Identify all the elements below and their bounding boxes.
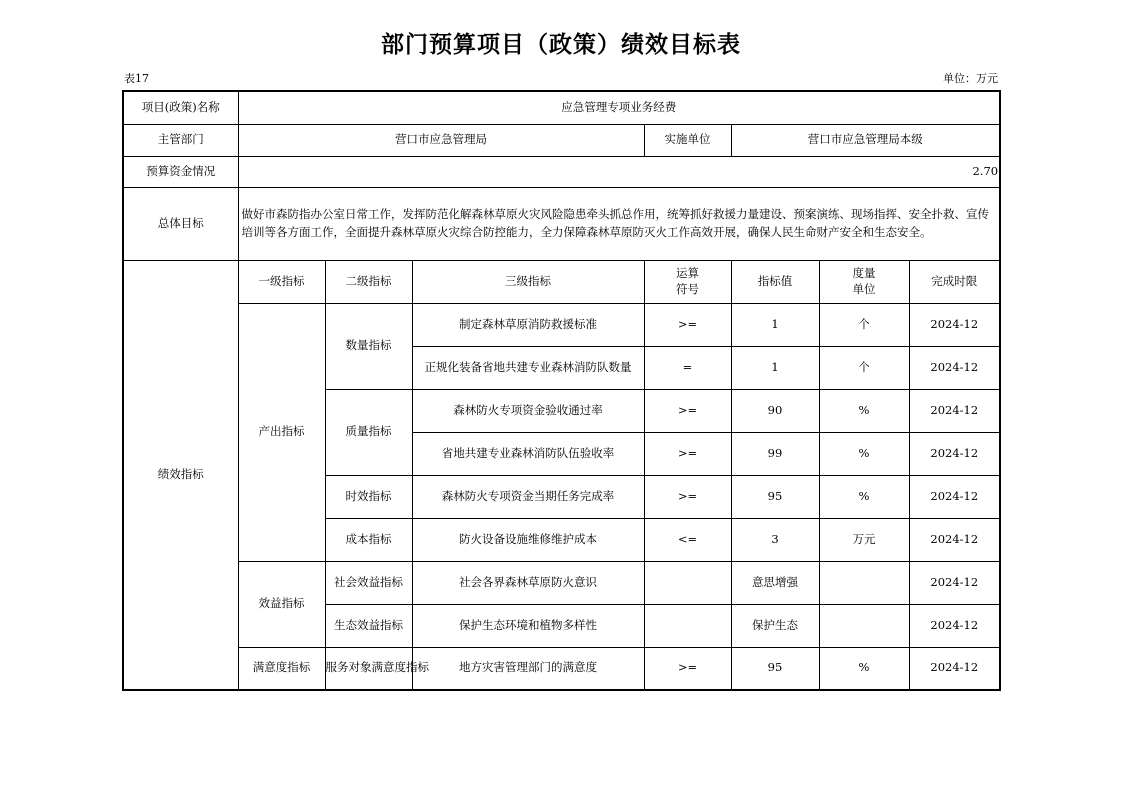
group-benefit: 效益指标: [238, 561, 325, 647]
indicator-value: 1: [731, 346, 819, 389]
header-row: [123, 260, 1000, 303]
indicator-operator: >=: [644, 432, 731, 475]
group-eco: 生态效益指标: [325, 604, 412, 647]
perf-label: 绩效指标: [123, 260, 238, 690]
indicator-unit: %: [819, 647, 909, 690]
indicator-name: 社会各界森林草原防火意识: [412, 561, 644, 604]
performance-table: [122, 90, 1001, 691]
impl-label: 实施单位: [644, 124, 731, 156]
indicator-value: 99: [731, 432, 819, 475]
indicator-operator: >=: [644, 389, 731, 432]
indicator-unit: %: [819, 475, 909, 518]
header-level1: 一级指标: [238, 260, 325, 303]
indicator-value: 保护生态: [731, 604, 819, 647]
dept-value: 营口市应急管理局: [238, 124, 644, 156]
indicator-operator: [644, 561, 731, 604]
indicator-unit: 万元: [819, 518, 909, 561]
table-row: [123, 303, 1000, 346]
indicator-unit: [819, 604, 909, 647]
indicator-value: 95: [731, 475, 819, 518]
indicator-value: 95: [731, 647, 819, 690]
unit-label: 单位：万元: [943, 72, 998, 85]
header-value: 指标值: [731, 260, 819, 303]
page-title: 部门预算项目（政策）绩效目标表: [381, 32, 741, 58]
indicator-value: 3: [731, 518, 819, 561]
project-name-row: [123, 91, 1000, 124]
budget-label: 预算资金情况: [123, 156, 238, 187]
table-row: [123, 647, 1000, 690]
header-operator: 运算 符号: [644, 260, 731, 303]
table-number: 表17: [124, 72, 149, 85]
indicator-unit: 个: [819, 303, 909, 346]
indicator-deadline: 2024-12: [909, 604, 1000, 647]
indicator-name: 保护生态环境和植物多样性: [412, 604, 644, 647]
budget-row: [123, 156, 1000, 187]
indicator-unit: %: [819, 389, 909, 432]
group-satisfaction: 满意度指标: [238, 647, 325, 690]
indicator-deadline: 2024-12: [909, 647, 1000, 690]
indicator-deadline: 2024-12: [909, 475, 1000, 518]
indicator-deadline: 2024-12: [909, 303, 1000, 346]
indicator-deadline: 2024-12: [909, 518, 1000, 561]
indicator-unit: 个: [819, 346, 909, 389]
indicator-name: 森林防火专项资金当期任务完成率: [412, 475, 644, 518]
indicator-name: 地方灾害管理部门的满意度: [412, 647, 644, 690]
goal-label: 总体目标: [123, 187, 238, 260]
dept-label: 主管部门: [123, 124, 238, 156]
group-service: 服务对象满意度指标: [325, 647, 412, 690]
indicator-name: 正规化装备省地共建专业森林消防队数量: [412, 346, 644, 389]
indicator-deadline: 2024-12: [909, 561, 1000, 604]
indicator-unit: [819, 561, 909, 604]
indicator-name: 防火设备设施维修维护成本: [412, 518, 644, 561]
table-row: [123, 561, 1000, 604]
header-deadline: 完成时限: [909, 260, 1000, 303]
budget-value: 2.70: [238, 156, 1000, 187]
indicator-operator: >=: [644, 475, 731, 518]
impl-value: 营口市应急管理局本级: [731, 124, 1000, 156]
indicator-operator: [644, 604, 731, 647]
indicator-operator: >=: [644, 303, 731, 346]
indicator-unit: %: [819, 432, 909, 475]
indicator-value: 意思增强: [731, 561, 819, 604]
group-quantity: 数量指标: [325, 303, 412, 389]
indicator-operator: >=: [644, 647, 731, 690]
indicator-name: 省地共建专业森林消防队伍验收率: [412, 432, 644, 475]
indicator-value: 90: [731, 389, 819, 432]
indicator-deadline: 2024-12: [909, 346, 1000, 389]
indicator-deadline: 2024-12: [909, 389, 1000, 432]
indicator-operator: =: [644, 346, 731, 389]
indicator-operator: <=: [644, 518, 731, 561]
indicator-deadline: 2024-12: [909, 432, 1000, 475]
header-level3: 三级指标: [412, 260, 644, 303]
project-name-value: 应急管理专项业务经费: [238, 91, 1000, 124]
indicator-value: 1: [731, 303, 819, 346]
header-unit: 度量 单位: [819, 260, 909, 303]
group-output: 产出指标: [238, 303, 325, 561]
goal-row: [123, 187, 1000, 260]
goal-text: 做好市森防指办公室日常工作，发挥防范化解森林草原火灾风险隐患牵头抓总作用，统筹抓好救援力量建设、预案演练、现场指挥、安全扑救、宣传培训等各方面工作，全面提升森林草原火灾综合防控能力，全力保障森林草原防灭火工作高效开展，确保人民生命财产安全和生态安全。: [238, 187, 1000, 260]
group-quality: 质量指标: [325, 389, 412, 475]
indicator-name: 制定森林草原消防救援标准: [412, 303, 644, 346]
department-row: [123, 124, 1000, 156]
group-cost: 成本指标: [325, 518, 412, 561]
indicator-name: 森林防火专项资金验收通过率: [412, 389, 644, 432]
project-name-label: 项目(政策)名称: [123, 91, 238, 124]
group-timeliness: 时效指标: [325, 475, 412, 518]
group-social: 社会效益指标: [325, 561, 412, 604]
header-level2: 二级指标: [325, 260, 412, 303]
